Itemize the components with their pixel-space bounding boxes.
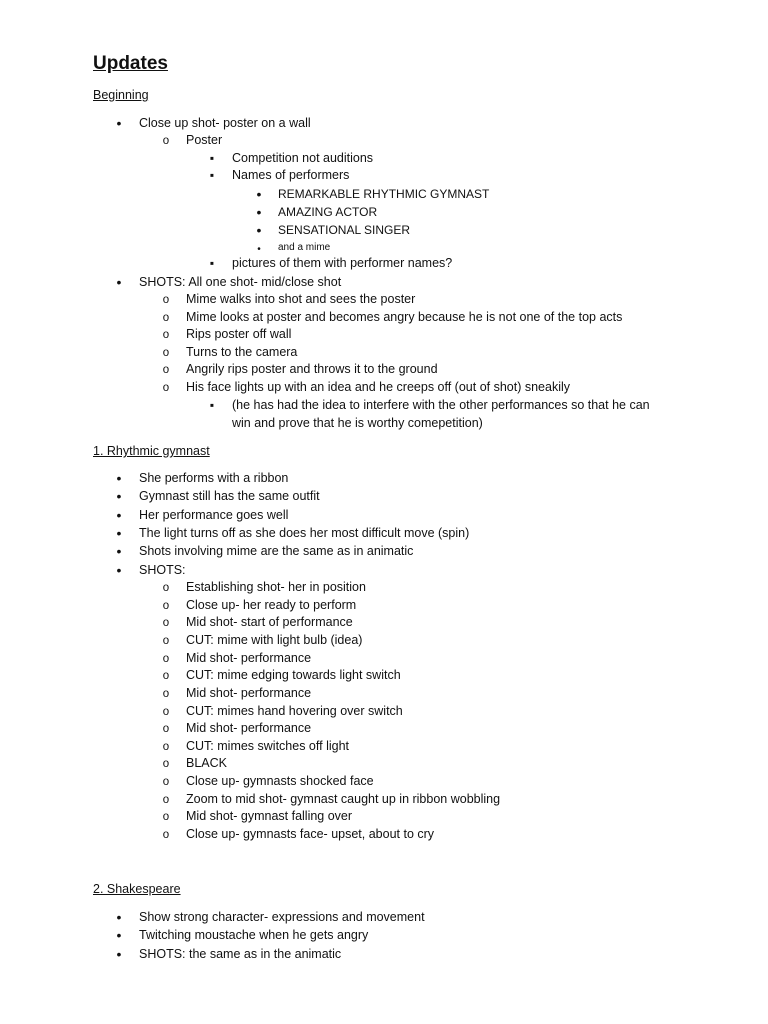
- list-item: BLACK: [186, 756, 227, 770]
- list-item: Mid shot- performance: [186, 651, 312, 665]
- list-item: Establishing shot- her in position: [186, 580, 366, 594]
- bullet-circle-icon: [159, 326, 173, 343]
- bullet-circle-icon: [159, 650, 173, 667]
- bullet-circle-icon: [159, 791, 173, 808]
- bullet-circle-icon: [159, 309, 173, 326]
- bullet-circle-icon: [159, 755, 173, 772]
- list-item: Close up- gymnasts shocked face: [186, 774, 374, 788]
- list-item: SHOTS: the same as in the animatic: [139, 947, 342, 961]
- bullet-circle-icon: [159, 720, 173, 737]
- bullet-circle-icon: [159, 738, 173, 755]
- bullet-square-icon: [205, 397, 219, 413]
- list-item: Names of performers: [232, 168, 350, 182]
- bullet-disc-icon: [112, 927, 126, 944]
- list-item: SHOTS:: [139, 563, 186, 577]
- list-item: and a mime: [278, 242, 331, 253]
- list-item: Gymnast still has the same outfit: [139, 489, 320, 503]
- list-item: Angrily rips poster and throws it to the ground: [186, 362, 438, 376]
- list-item: Twitching moustache when he gets angry: [139, 928, 369, 942]
- list-item: Poster: [186, 133, 223, 147]
- list-item: CUT: mimes switches off light: [186, 739, 350, 753]
- list-item: REMARKABLE RHYTHMIC GYMNAST: [278, 187, 490, 201]
- list-item: SENSATIONAL SINGER: [278, 223, 411, 237]
- section-heading-shakespeare: 2. Shakespeare: [93, 882, 181, 896]
- bullet-circle-icon: [159, 291, 173, 308]
- bullet-circle-icon: [159, 667, 173, 684]
- list-item: Close up shot- poster on a wall: [139, 116, 311, 130]
- bullet-disc-icon: [252, 222, 266, 239]
- bullet-circle-icon: [159, 632, 173, 649]
- bullet-square-icon: [205, 167, 219, 183]
- bullet-disc-icon: [252, 204, 266, 221]
- list-item: CUT: mimes hand hovering over switch: [186, 704, 403, 718]
- bullet-circle-icon: [159, 685, 173, 702]
- list-item: CUT: mime edging towards light switch: [186, 668, 401, 682]
- bullet-disc-icon: [112, 488, 126, 505]
- section-heading-gymnast: 1. Rhythmic gymnast: [93, 444, 210, 458]
- bullet-disc-icon: [112, 115, 126, 132]
- list-item: Competition not auditions: [232, 151, 374, 165]
- list-item: Close up- gymnasts face- upset, about to cry: [186, 827, 435, 841]
- bullet-circle-icon: [159, 597, 173, 614]
- list-item: Shots involving mime are the same as in animatic: [139, 544, 414, 558]
- list-item: (he has had the idea to interfere with the other performances so that he can: [232, 398, 650, 412]
- bullet-circle-icon: [159, 703, 173, 720]
- list-item: Her performance goes well: [139, 508, 289, 522]
- bullet-circle-icon: [159, 361, 173, 378]
- list-item: Mime walks into shot and sees the poster: [186, 292, 416, 306]
- list-item: CUT: mime with light bulb (idea): [186, 633, 363, 647]
- list-item: Mid shot- start of performance: [186, 615, 353, 629]
- list-item-continuation: win and prove that he is worthy comepetition): [232, 416, 483, 430]
- list-item: Close up- her ready to perform: [186, 598, 357, 612]
- list-item: She performs with a ribbon: [139, 471, 289, 485]
- bullet-circle-icon: [159, 379, 173, 396]
- list-item: SHOTS: All one shot- mid/close shot: [139, 275, 342, 289]
- bullet-disc-icon: [112, 909, 126, 926]
- bullet-circle-icon: [159, 808, 173, 825]
- bullet-circle-icon: [159, 579, 173, 596]
- list-item: Show strong character- expressions and movement: [139, 910, 425, 924]
- bullet-disc-icon: [112, 562, 126, 579]
- list-item: AMAZING ACTOR: [278, 205, 378, 219]
- list-item: Mid shot- gymnast falling over: [186, 809, 353, 823]
- bullet-circle-icon: [159, 773, 173, 790]
- bullet-circle-icon: [159, 826, 173, 843]
- bullet-disc-icon: [112, 507, 126, 524]
- section-heading-beginning: Beginning: [93, 88, 149, 102]
- list-item: Rips poster off wall: [186, 327, 292, 341]
- bullet-circle-icon: [159, 132, 173, 149]
- list-item: Turns to the camera: [186, 345, 298, 359]
- page-title: Updates: [93, 53, 168, 74]
- bullet-square-icon: [205, 150, 219, 166]
- bullet-square-icon: [205, 255, 219, 271]
- list-item: Mid shot- performance: [186, 721, 312, 735]
- list-item: Zoom to mid shot- gymnast caught up in ribbon wobbling: [186, 792, 501, 806]
- list-item: His face lights up with an idea and he creeps off (out of shot) sneakily: [186, 380, 571, 394]
- list-item: Mid shot- performance: [186, 686, 312, 700]
- bullet-disc-icon: [112, 946, 126, 963]
- bullet-disc-icon: [112, 525, 126, 542]
- list-item: Mime looks at poster and becomes angry because he is not one of the top acts: [186, 310, 623, 324]
- bullet-disc-icon: [252, 186, 266, 203]
- bullet-circle-icon: [159, 344, 173, 361]
- bullet-circle-icon: [159, 614, 173, 631]
- list-item: The light turns off as she does her most difficult move (spin): [139, 526, 470, 540]
- bullet-disc-icon: [112, 543, 126, 560]
- list-item: pictures of them with performer names?: [232, 256, 453, 270]
- bullet-disc-icon: [112, 470, 126, 487]
- bullet-disc-icon: [112, 274, 126, 291]
